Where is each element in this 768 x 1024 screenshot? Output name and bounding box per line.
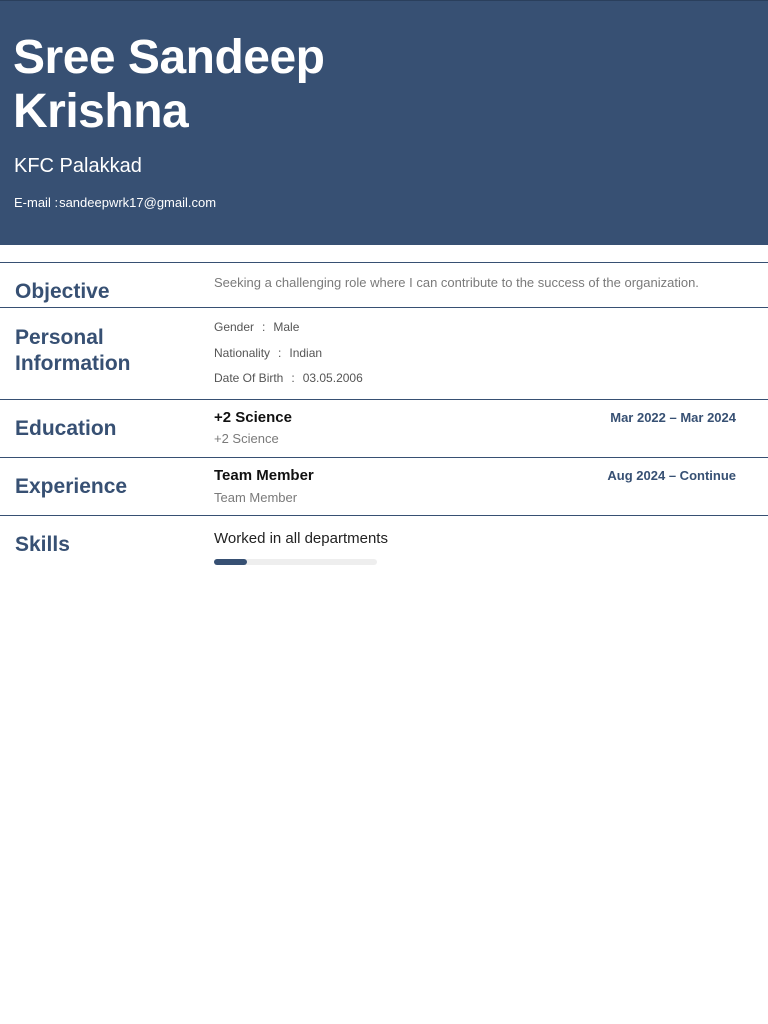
email-line bbox=[14, 195, 216, 211]
objective-text: Seeking a challenging role where I can contribute to the success of the organization. bbox=[214, 275, 699, 290]
experience-title: Team Member bbox=[214, 467, 314, 484]
experience-dates: Aug 2024 – Continue bbox=[607, 468, 736, 483]
info-label: Date Of Birth bbox=[214, 371, 284, 385]
info-separator: : bbox=[262, 320, 266, 334]
education-dates: Mar 2022 – Mar 2024 bbox=[610, 410, 736, 425]
section-title-objective: Objective bbox=[15, 280, 110, 303]
section-title-skills: Skills bbox=[15, 533, 70, 556]
info-value: Indian bbox=[289, 346, 323, 360]
section-title-experience: Experience bbox=[15, 475, 128, 498]
skill-name: Worked in all departments bbox=[214, 530, 388, 547]
workplace: KFC Palakkad bbox=[14, 155, 142, 177]
email-label: E-mail : bbox=[14, 195, 59, 210]
section-divider bbox=[0, 515, 768, 516]
section-divider bbox=[0, 307, 768, 308]
experience-subtitle: Team Member bbox=[214, 490, 298, 505]
info-label: Gender bbox=[214, 320, 255, 334]
section-divider bbox=[0, 399, 768, 400]
info-separator: : bbox=[291, 371, 295, 385]
skill-level-track bbox=[214, 559, 377, 565]
info-value: Male bbox=[273, 320, 300, 334]
education-title: +2 Science bbox=[214, 409, 292, 426]
section-divider bbox=[0, 262, 768, 263]
section-title-education: Education bbox=[15, 417, 117, 440]
resume-header bbox=[0, 0, 768, 245]
section-divider bbox=[0, 457, 768, 458]
email-address: sandeepwrk17@gmail.com bbox=[59, 195, 217, 210]
info-row-nationality bbox=[214, 346, 322, 361]
info-row-gender bbox=[214, 320, 299, 335]
education-subtitle: +2 Science bbox=[214, 431, 279, 446]
info-label: Nationality bbox=[214, 346, 271, 360]
info-row-date-of-birth bbox=[214, 371, 363, 386]
candidate-name: Sree Sandeep Krishna bbox=[13, 31, 325, 138]
section-title-personal-information: Personal Information bbox=[15, 326, 131, 375]
skill-level-fill bbox=[214, 559, 247, 565]
info-separator: : bbox=[278, 346, 282, 360]
info-value: 03.05.2006 bbox=[302, 371, 363, 385]
